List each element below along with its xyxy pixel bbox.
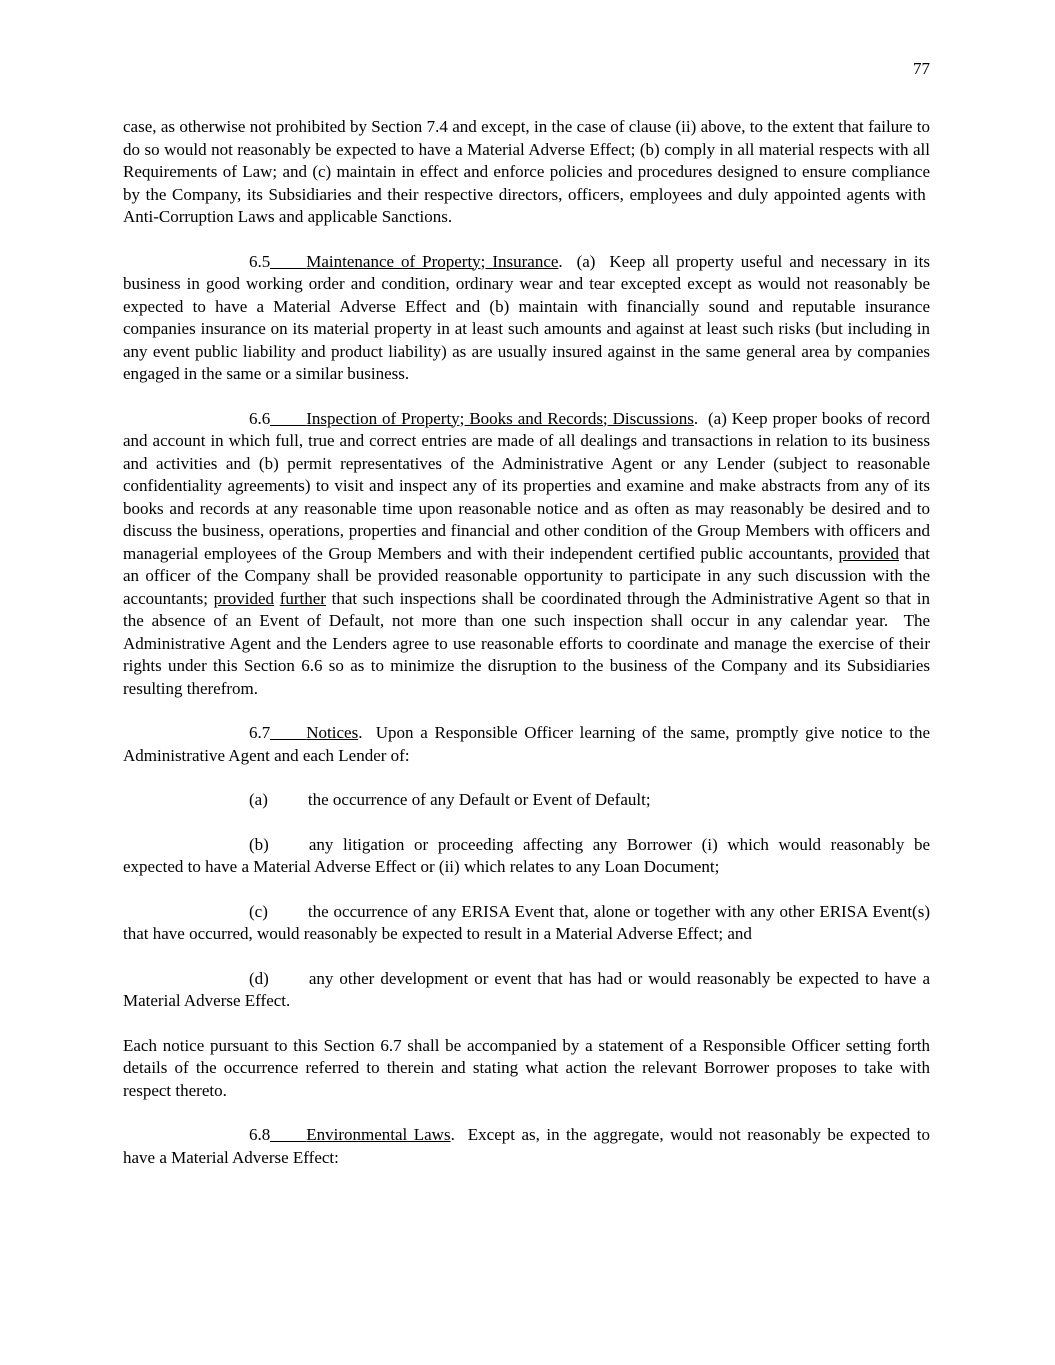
underlined-tab <box>270 737 306 740</box>
paragraph-section-6-7 <box>123 722 930 767</box>
text-run: 6.7 <box>249 723 271 742</box>
text-run: (a) <box>249 790 268 809</box>
underlined-text-run: Notices <box>306 723 359 742</box>
tab <box>268 915 308 917</box>
text-run: any other development or event that has had or would reasonably be expected to have a Material Adverse Effect. <box>123 968 930 1010</box>
text-run: (b) <box>249 834 269 854</box>
tab <box>268 803 308 805</box>
underlined-text-run: provided <box>838 543 899 563</box>
text-run: . (a) Keep all property useful and necessary in its business in good working order and condition, ordinary wear and tear excepted except as would not reasonably be expected to have a Material Adverse Effect and (b) maintain with financially sound and reputable insurance companies insurance on its material property in at least such amounts and against at least such risks (but including in any event public liability and product liability) as are usually insured against in the same general area by companies engaged in the same or a similar business. <box>123 251 930 383</box>
list-item-a <box>123 789 930 812</box>
text-run: . Except as, in the aggregate, would not reasonably be expected to have a Material Adverse Effect: <box>123 1125 930 1167</box>
text-run: 6.5 <box>249 251 271 271</box>
text-run: 6.6 <box>249 408 271 428</box>
tab <box>269 848 309 850</box>
list-item-c <box>123 901 930 946</box>
paragraph-section-continuation <box>123 116 930 229</box>
underlined-text-run: further <box>279 588 326 608</box>
text-run: 6.8 <box>249 1125 271 1144</box>
underlined-tab <box>270 423 306 426</box>
text-run: the occurrence of any Default or Event of Default; <box>307 790 651 809</box>
underlined-text-run: provided <box>213 588 275 608</box>
page-number: 77 <box>913 59 930 78</box>
document-body <box>123 116 930 1169</box>
paragraph-section-6-6 <box>123 408 930 701</box>
paragraph-notice-statement <box>123 1035 930 1103</box>
tab <box>269 982 309 984</box>
text-run: the occurrence of any ERISA Event that, alone or together with any other ERISA Event(s) that have occurred, would reasonably be expected to result in a Material Adverse Effect; and <box>123 901 930 943</box>
list-item-b <box>123 834 930 879</box>
text-run: (c) <box>249 901 268 921</box>
text-run: that an officer of the Company shall be provided reasonable opportunity to participate in any such discussion with the accountants; <box>123 543 930 608</box>
paragraph-section-6-5 <box>123 251 930 386</box>
underlined-tab <box>270 266 306 269</box>
text-run: . (a) Keep proper books of record and account in which full, true and correct entries are made of all dealings and transactions in relation to its business and activities and (b) permit representatives of the Administrative Agent or any Lender (subject to reasonable confidentiality agreements) to visit and inspect any of its properties and examine and make abstracts from any of its books and records at any reasonable time upon reasonable notice and as often as may reasonably be desired and to discuss the business, operations, properties and financial and other condition of the Group Members with officers and managerial employees of the Group Members and with their independent certified public accountants, <box>123 408 931 563</box>
text-run: case, as otherwise not prohibited by Section 7.4 and except, in the case of clause (ii) above, to the extent that failure to do so would not reasonably be expected to have a Material Adverse Effect; (b) comply in all material respects with all Requirements of Law; and (c) maintain in effect and enforce policies and procedures designed to ensure compliance by the Company, its Subsidiaries and their respective directors, officers, employees and duly appointed agents with Anti-Corruption Laws and applicable Sanctions. <box>123 117 930 226</box>
text-run: Each notice pursuant to this Section 6.7 shall be accompanied by a statement of a Responsible Officer setting forth details of the occurrence referred to therein and stating what action the relevant Borrower proposes to take with respect thereto. <box>123 1035 930 1100</box>
underlined-text-run: Inspection of Property; Books and Records; Discussions <box>306 408 694 428</box>
underlined-tab <box>270 1139 306 1142</box>
paragraph-section-6-8 <box>123 1124 930 1169</box>
text-run: . Upon a Responsible Officer learning of the same, promptly give notice to the Administrative Agent and each Lender of: <box>123 723 930 765</box>
underlined-text-run: Environmental Laws <box>306 1125 451 1144</box>
underlined-text-run: Maintenance of Property; Insurance <box>306 251 559 271</box>
text-run: (d) <box>249 968 269 988</box>
text-run: any litigation or proceeding affecting any Borrower (i) which would reasonably be expected to have a Material Adverse Effect or (ii) which relates to any Loan Document; <box>123 834 930 876</box>
list-item-d <box>123 968 930 1013</box>
text-run: that such inspections shall be coordinated through the Administrative Agent so that in the absence of an Event of Default, not more than one such inspection shall occur in any calendar year. The Administrative Agent and the Lenders agree to use reasonable efforts to coordinate and manage the exercise of their rights under this Section 6.6 so as to minimize the disruption to the business of the Company and its Subsidiaries resulting therefrom. <box>123 588 931 698</box>
